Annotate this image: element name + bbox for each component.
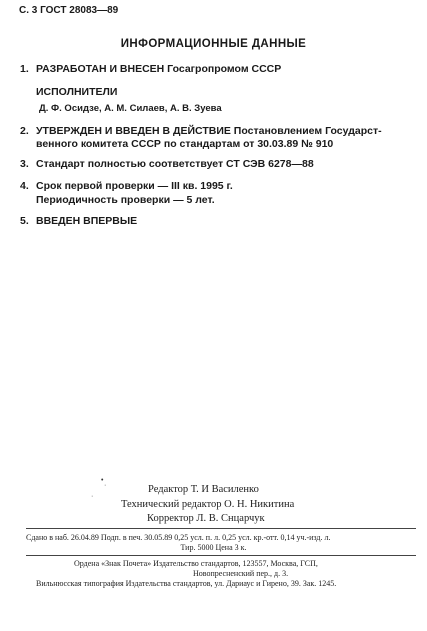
corrector-line: Корректор Л. В. Снцарчук — [147, 513, 265, 524]
item-number: 4. — [20, 180, 29, 192]
item-text: УТВЕРЖДЕН И ВВЕДЕН В ДЕЙСТВИЕ Постановлением Государст- — [36, 125, 382, 137]
page-header: С. 3 ГОСТ 28083—89 — [19, 5, 119, 16]
item-number: 3. — [20, 158, 29, 170]
executors-names: Д. Ф. Осидзе, А. М. Силаев, А. В. Зуева — [39, 103, 222, 114]
item-text: ИСПОЛНИТЕЛИ — [36, 86, 118, 98]
item-text: венного комитета СССР по стандартам от 30.03.89 № 910 — [36, 138, 334, 150]
divider-bottom — [26, 555, 416, 556]
imprint-line-1: Сдано в наб. 26.04.89 Подп. в печ. 30.05.89 0,25 усл. п. л. 0,25 усл. кр.-отт. 0,14 уч.-изд. л. — [26, 533, 331, 542]
imprint-line-5: Вильнюсская типография Издательства стандартов, ул. Дариаус и Гирено, 39. Зак. 1245. — [36, 579, 337, 588]
divider-top — [26, 528, 416, 529]
editor-line: Редактор Т. И Василенко — [148, 484, 259, 495]
item-number: 5. — [20, 215, 29, 227]
imprint-line-3: Ордена «Знак Почета» Издательство стандартов, 123557, Москва, ГСП, — [74, 559, 318, 568]
item-text: Срок первой проверки — III кв. 1995 г. — [36, 180, 233, 192]
print-speck: · — [104, 482, 107, 489]
section-title: ИНФОРМАЦИОННЫЕ ДАННЫЕ — [120, 38, 307, 50]
item-text: Стандарт полностью соответствует СТ СЭВ 6278—88 — [36, 158, 314, 170]
imprint-line-2: Тир. 5000 Цена 3 к. — [180, 543, 247, 552]
item-number: 1. — [20, 63, 29, 75]
imprint-line-4: Новопресненский пер., д. 3. — [193, 569, 289, 578]
item-text: РАЗРАБОТАН И ВНЕСЕН Госагропромом СССР — [36, 63, 282, 75]
print-speck: • — [101, 477, 104, 484]
item-text: ВВЕДЕН ВПЕРВЫЕ — [36, 215, 138, 227]
tech-editor-line: Технический редактор О. Н. Никитина — [121, 499, 295, 510]
item-text: Периодичность проверки — 5 лет. — [36, 194, 215, 206]
print-speck: · — [91, 493, 94, 500]
item-number: 2. — [20, 125, 29, 137]
